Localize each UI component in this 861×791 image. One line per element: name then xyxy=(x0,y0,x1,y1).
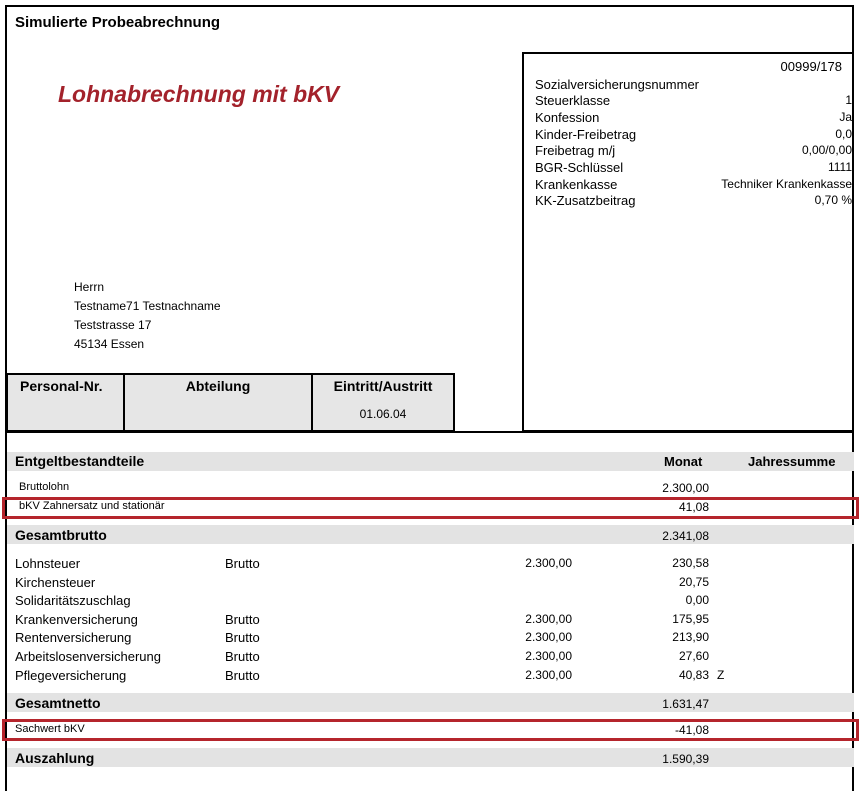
section-divider xyxy=(5,431,854,433)
info-label: KK-Zusatzbeitrag xyxy=(535,193,636,208)
info-row xyxy=(535,160,852,176)
info-label: Freibetrag m/j xyxy=(535,143,616,158)
table-row xyxy=(0,593,861,611)
row-basis: 2.300,00 xyxy=(525,668,572,682)
gesamtnetto-label: Gesamtnetto xyxy=(15,695,101,711)
row-amount: 0,00 xyxy=(685,593,709,607)
row-label: Krankenversicherung xyxy=(15,612,138,627)
row-basis-label: Brutto xyxy=(225,649,260,664)
table-row xyxy=(0,500,861,518)
document-title: Simulierte Probeabrechnung xyxy=(15,14,221,31)
gesamtnetto-row xyxy=(0,695,861,713)
abteilung-cell xyxy=(125,375,313,432)
table-row xyxy=(0,723,861,741)
info-row xyxy=(535,193,852,209)
personal-nr-header: Personal-Nr. xyxy=(20,378,103,394)
info-label: Sozialversicherungsnummer xyxy=(535,77,700,92)
employee-info-box xyxy=(522,52,854,432)
row-basis: 2.300,00 xyxy=(525,649,572,663)
table-row xyxy=(0,612,861,630)
row-label: Kirchensteuer xyxy=(15,575,96,590)
row-amount: 213,90 xyxy=(672,630,709,644)
eintritt-cell xyxy=(313,375,453,432)
address-name: Testname71 Testnachname xyxy=(74,299,221,313)
info-label: Kinder-Freibetrag xyxy=(535,127,637,142)
table-row xyxy=(0,668,861,686)
personal-nr-cell xyxy=(8,375,125,432)
row-label: Arbeitslosenversicherung xyxy=(15,649,161,664)
info-row xyxy=(535,127,852,143)
payslip-heading: Lohnabrechnung mit bKV xyxy=(58,81,340,107)
row-basis: 2.300,00 xyxy=(525,612,572,626)
info-value: 0,70 % xyxy=(814,193,852,207)
row-label: Pflegeversicherung xyxy=(15,668,127,683)
info-row xyxy=(535,77,852,93)
info-value: 1 xyxy=(845,93,852,107)
row-amount: -41,08 xyxy=(674,723,709,737)
row-amount: 27,60 xyxy=(678,649,709,663)
row-basis-label: Brutto xyxy=(225,668,260,683)
eintritt-value: 01.06.04 xyxy=(359,407,407,421)
row-amount: 20,75 xyxy=(678,575,709,589)
column-header-monat: Monat xyxy=(664,454,703,469)
row-basis-label: Brutto xyxy=(225,556,260,571)
gesamtbrutto-amount: 2.341,08 xyxy=(662,529,709,543)
info-label: Krankenkasse xyxy=(535,177,618,192)
row-label: Sachwert bKV xyxy=(15,723,85,735)
info-value: Ja xyxy=(839,110,852,124)
row-basis: 2.300,00 xyxy=(525,630,572,644)
eintritt-header: Eintritt/Austritt xyxy=(333,378,433,394)
info-row xyxy=(535,110,852,126)
row-label: Solidaritätszuschlag xyxy=(15,593,131,608)
row-label: Lohnsteuer xyxy=(15,556,81,571)
address-street: Teststrasse 17 xyxy=(74,318,152,332)
gesamtbrutto-row xyxy=(0,527,861,545)
address-city: 45134 Essen xyxy=(74,337,145,351)
row-amount: 175,95 xyxy=(672,612,709,626)
gesamtbrutto-label: Gesamtbrutto xyxy=(15,527,107,543)
table-row xyxy=(0,575,861,593)
info-row xyxy=(535,177,852,193)
row-label: Bruttolohn xyxy=(19,481,70,493)
table-row xyxy=(0,630,861,648)
column-header-jahressumme: Jahressumme xyxy=(748,454,836,469)
table-row xyxy=(0,649,861,667)
row-label: bKV Zahnersatz und stationär xyxy=(19,500,165,512)
row-label: Rentenversicherung xyxy=(15,630,132,645)
info-label: BGR-Schlüssel xyxy=(535,160,624,175)
row-amount: 2.300,00 xyxy=(662,481,709,495)
row-flag: Z xyxy=(717,668,725,682)
employment-table xyxy=(6,373,455,432)
gesamtnetto-amount: 1.631,47 xyxy=(662,697,709,711)
address-salutation: Herrn xyxy=(74,280,105,294)
info-label: Steuerklasse xyxy=(535,93,611,108)
row-basis-label: Brutto xyxy=(225,630,260,645)
row-amount: 40,83 xyxy=(678,668,709,682)
auszahlung-amount: 1.590,39 xyxy=(662,752,709,766)
row-basis-label: Brutto xyxy=(225,612,260,627)
info-value: 0,0 xyxy=(835,127,852,141)
row-amount: 41,08 xyxy=(678,500,709,514)
section-label: Entgeltbestandteile xyxy=(15,453,145,469)
row-basis: 2.300,00 xyxy=(525,556,572,570)
abteilung-header: Abteilung xyxy=(185,378,251,394)
info-value: Techniker Krankenkasse xyxy=(721,177,852,191)
info-value: 1111 xyxy=(827,160,852,174)
table-row xyxy=(0,556,861,574)
info-value: 0,00/0,00 xyxy=(801,143,852,157)
info-label: Konfession xyxy=(535,110,600,125)
employee-number: 00999/178 xyxy=(780,59,842,74)
auszahlung-row xyxy=(0,750,861,768)
row-amount: 230,58 xyxy=(672,556,709,570)
auszahlung-label: Auszahlung xyxy=(15,750,95,766)
info-row xyxy=(535,93,852,109)
info-row xyxy=(535,143,852,159)
